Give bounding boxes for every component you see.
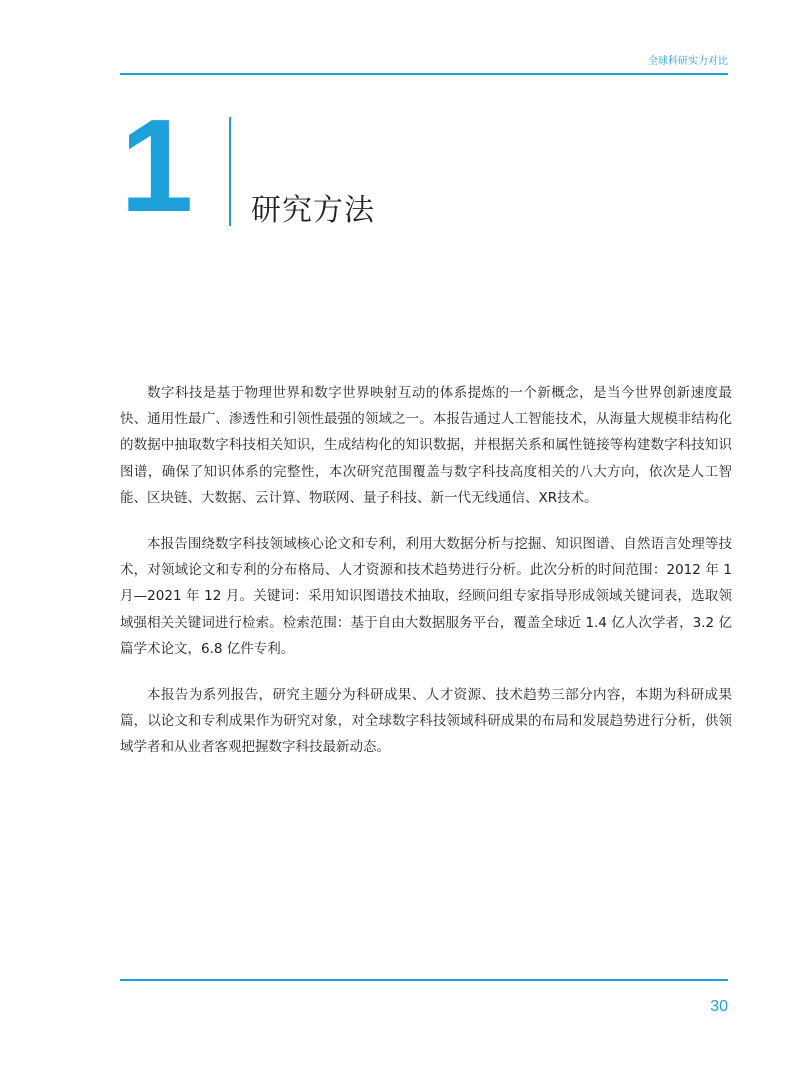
paragraph-series: 本报告为系列报告，研究主题分为科研成果、人才资源、技术趋势三部分内容，本期为科研成果篇，以论文和专利成果作为研究对象，对全球数字科技领域科研成果的布局和发展趋势进行分析，供领域学者和从业者客观把握数字科技最新动态。 <box>120 687 732 756</box>
header-divider <box>120 73 728 75</box>
page-number: 30 <box>710 998 728 1015</box>
chapter-title: 研究方法 <box>251 193 375 228</box>
footer-divider <box>120 979 728 981</box>
chapter-divider <box>229 117 231 226</box>
paragraph-intro: 数字科技是基于物理世界和数字世界映射互动的体系提炼的一个新概念，是当今世界创新速度最快、通用性最广、渗透性和引领性最强的领域之一。本报告通过人工智能技术，从海量大规模非结构化的数据中抽取数字科技相关知识，生成结构化的知识数据，并根据关系和属性链接等构建数字科技知识图谱，确保了知识体系的完整性，本次研究范围覆盖与数字科技高度相关的八大方向，依次是人工智能、区块链、大数据、云计算、物联网、量子科技、新一代无线通信、XR技术。 <box>120 385 732 506</box>
paragraph-methodology: 本报告围绕数字科技领域核心论文和专利，利用大数据分析与挖掘、知识图谱、自然语言处理等技术，对领域论文和专利的分布格局、人才资源和技术趋势进行分析。此次分析的时间范围：2012 年 1 月—2021 年 12 月。关键词：采用知识图谱技术抽取，经顾问组专家指导形成领域关键词表，选取领域强相关关键词进行检索。检索范围：基于自由大数据服务平台，覆盖全球近 1.4 亿人次学者，3.2 亿篇学术论文，6.8 亿件专利。 <box>120 536 732 657</box>
chapter-number: 1 <box>120 92 190 239</box>
body-text <box>120 380 732 781</box>
running-header-title: 全球科研实力对比 <box>648 56 728 67</box>
